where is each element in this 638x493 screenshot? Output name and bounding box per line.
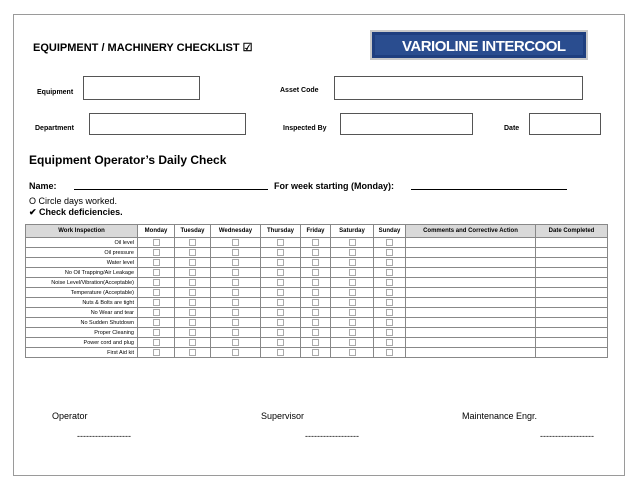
cell-wednesday [211,298,261,308]
row-label: Water level [26,258,138,268]
cell-tuesday [175,298,211,308]
cell-sunday [374,308,406,318]
table-row [26,348,608,358]
comments-cell[interactable] [406,278,536,288]
comments-cell[interactable] [406,338,536,348]
cell-tuesday [175,328,211,338]
friday-checkbox[interactable] [312,239,319,246]
cell-friday [301,348,331,358]
row-label: Noise Level/Vibration(Acceptable) [26,278,138,288]
cell-sunday [374,338,406,348]
thursday-checkbox[interactable] [277,279,284,286]
asset-code-label: Asset Code [280,87,319,94]
friday-checkbox[interactable] [312,249,319,256]
thursday-checkbox[interactable] [277,259,284,266]
cell-wednesday [211,308,261,318]
table-row [26,318,608,328]
cell-wednesday [211,338,261,348]
date-field[interactable] [529,113,601,135]
cell-monday [138,288,175,298]
friday-checkbox[interactable] [312,329,319,336]
cell-monday [138,258,175,268]
cell-wednesday [211,278,261,288]
date-completed-cell[interactable] [536,278,608,288]
friday-checkbox[interactable] [312,269,319,276]
section-title: Equipment Operator’s Daily Check [29,153,227,167]
col-tuesday: Tuesday [175,225,211,238]
cell-thursday [261,278,301,288]
date-completed-cell[interactable] [536,338,608,348]
cell-wednesday [211,288,261,298]
cell-monday [138,268,175,278]
wednesday-checkbox[interactable] [232,339,239,346]
monday-checkbox[interactable] [153,259,160,266]
wednesday-checkbox[interactable] [232,319,239,326]
monday-checkbox[interactable] [153,279,160,286]
table-row [26,268,608,278]
cell-monday [138,308,175,318]
cell-thursday [261,248,301,258]
cell-friday [301,338,331,348]
tuesday-checkbox[interactable] [189,269,196,276]
date-completed-cell[interactable] [536,318,608,328]
operator-label: Operator [52,411,88,421]
cell-wednesday [211,238,261,248]
sunday-checkbox[interactable] [386,249,393,256]
cell-tuesday [175,248,211,258]
comments-cell[interactable] [406,248,536,258]
comments-cell[interactable] [406,298,536,308]
thursday-checkbox[interactable] [277,269,284,276]
cell-friday [301,238,331,248]
cell-thursday [261,328,301,338]
saturday-checkbox[interactable] [349,289,356,296]
tuesday-checkbox[interactable] [189,349,196,356]
cell-monday [138,278,175,288]
cell-friday [301,288,331,298]
col-comments: Comments and Corrective Action [406,225,536,238]
tuesday-checkbox[interactable] [189,249,196,256]
cell-friday [301,248,331,258]
cell-friday [301,278,331,288]
cell-wednesday [211,268,261,278]
friday-checkbox[interactable] [312,289,319,296]
sunday-checkbox[interactable] [386,239,393,246]
saturday-checkbox[interactable] [349,299,356,306]
logo-text: VARIOLINE INTERCOOL [402,38,566,55]
cell-sunday [374,278,406,288]
comments-cell[interactable] [406,258,536,268]
inspection-table [25,224,608,358]
cell-tuesday [175,278,211,288]
cell-saturday [331,268,374,278]
table-row [26,258,608,268]
row-label: Nuts & Bolts are tight [26,298,138,308]
friday-checkbox[interactable] [312,299,319,306]
wednesday-checkbox[interactable] [232,259,239,266]
monday-checkbox[interactable] [153,269,160,276]
cell-sunday [374,238,406,248]
date-label: Date [504,125,520,132]
date-completed-cell[interactable] [536,258,608,268]
sunday-checkbox[interactable] [386,269,393,276]
date-completed-cell[interactable] [536,238,608,248]
cell-wednesday [211,318,261,328]
row-label: First Aid kit [26,348,138,358]
tuesday-checkbox[interactable] [189,289,196,296]
sunday-checkbox[interactable] [386,309,393,316]
table-row [26,328,608,338]
comments-cell[interactable] [406,288,536,298]
comments-cell[interactable] [406,268,536,278]
friday-checkbox[interactable] [312,319,319,326]
cell-thursday [261,348,301,358]
cell-friday [301,318,331,328]
table-row [26,278,608,288]
comments-cell[interactable] [406,318,536,328]
name-line[interactable] [74,189,268,190]
col-sunday: Sunday [374,225,406,238]
maintenance-label: Maintenance Engr. [462,411,538,421]
cell-wednesday [211,328,261,338]
page-title: EQUIPMENT / MACHINERY CHECKLIST ☑ [33,42,253,54]
cell-thursday [261,288,301,298]
name-label: Name: [29,181,57,191]
table-row [26,338,608,348]
comments-cell[interactable] [406,348,536,358]
comments-cell[interactable] [406,238,536,248]
thursday-checkbox[interactable] [277,319,284,326]
cell-monday [138,338,175,348]
row-label: Oil pressure [26,248,138,258]
row-label: No Sudden Shutdown [26,318,138,328]
cell-saturday [331,258,374,268]
cell-tuesday [175,238,211,248]
sunday-checkbox[interactable] [386,319,393,326]
department-field[interactable] [89,113,246,135]
thursday-checkbox[interactable] [277,349,284,356]
comments-cell[interactable] [406,328,536,338]
cell-friday [301,298,331,308]
date-completed-cell[interactable] [536,348,608,358]
monday-checkbox[interactable] [153,329,160,336]
cell-wednesday [211,258,261,268]
cell-sunday [374,268,406,278]
thursday-checkbox[interactable] [277,309,284,316]
friday-checkbox[interactable] [312,339,319,346]
cell-saturday [331,328,374,338]
cell-tuesday [175,268,211,278]
tuesday-checkbox[interactable] [189,339,196,346]
table-header-row [26,225,608,238]
cell-friday [301,258,331,268]
cell-sunday [374,298,406,308]
cell-wednesday [211,348,261,358]
cell-tuesday [175,338,211,348]
monday-checkbox[interactable] [153,299,160,306]
thursday-checkbox[interactable] [277,329,284,336]
inspected-by-field[interactable] [340,113,473,135]
cell-friday [301,328,331,338]
col-date-completed: Date Completed [536,225,608,238]
check-deficiencies-note: ✔ Check deficiencies. [29,207,123,217]
cell-saturday [331,238,374,248]
monday-checkbox[interactable] [153,319,160,326]
cell-saturday [331,348,374,358]
table-row [26,248,608,258]
wednesday-checkbox[interactable] [232,249,239,256]
tuesday-checkbox[interactable] [189,309,196,316]
date-completed-cell[interactable] [536,308,608,318]
col-friday: Friday [301,225,331,238]
cell-thursday [261,338,301,348]
monday-checkbox[interactable] [153,339,160,346]
thursday-checkbox[interactable] [277,249,284,256]
tuesday-checkbox[interactable] [189,319,196,326]
week-label: For week starting (Monday): [274,181,395,191]
table-row [26,238,608,248]
saturday-checkbox[interactable] [349,239,356,246]
supervisor-signature-line[interactable]: ------------------ [305,431,359,441]
monday-checkbox[interactable] [153,289,160,296]
tuesday-checkbox[interactable] [189,299,196,306]
wednesday-checkbox[interactable] [232,239,239,246]
date-completed-cell[interactable] [536,268,608,278]
cell-thursday [261,308,301,318]
cell-saturday [331,288,374,298]
saturday-checkbox[interactable] [349,249,356,256]
cell-saturday [331,318,374,328]
cell-sunday [374,258,406,268]
cell-saturday [331,248,374,258]
thursday-checkbox[interactable] [277,239,284,246]
cell-monday [138,248,175,258]
col-work-inspection: Work Inspection [26,225,138,238]
cell-thursday [261,318,301,328]
asset-code-field[interactable] [334,76,583,100]
cell-wednesday [211,248,261,258]
sunday-checkbox[interactable] [386,279,393,286]
date-completed-cell[interactable] [536,248,608,258]
cell-sunday [374,328,406,338]
sunday-checkbox[interactable] [386,299,393,306]
cell-tuesday [175,308,211,318]
friday-checkbox[interactable] [312,349,319,356]
circle-days-note: O Circle days worked. [29,196,118,206]
row-label: Temperature (Acceptable) [26,288,138,298]
comments-cell[interactable] [406,308,536,318]
cell-tuesday [175,288,211,298]
sunday-checkbox[interactable] [386,349,393,356]
row-label: Proper Cleaning [26,328,138,338]
cell-monday [138,318,175,328]
department-label: Department [35,125,74,132]
wednesday-checkbox[interactable] [232,309,239,316]
saturday-checkbox[interactable] [349,319,356,326]
wednesday-checkbox[interactable] [232,279,239,286]
cell-monday [138,298,175,308]
row-label: No Oil Trapping/Air Leakage [26,268,138,278]
cell-sunday [374,318,406,328]
cell-saturday [331,278,374,288]
saturday-checkbox[interactable] [349,349,356,356]
cell-monday [138,238,175,248]
table-row [26,308,608,318]
friday-checkbox[interactable] [312,309,319,316]
saturday-checkbox[interactable] [349,329,356,336]
wednesday-checkbox[interactable] [232,329,239,336]
cell-friday [301,268,331,278]
tuesday-checkbox[interactable] [189,329,196,336]
sunday-checkbox[interactable] [386,259,393,266]
monday-checkbox[interactable] [153,349,160,356]
saturday-checkbox[interactable] [349,309,356,316]
wednesday-checkbox[interactable] [232,299,239,306]
monday-checkbox[interactable] [153,309,160,316]
cell-friday [301,308,331,318]
cell-sunday [374,288,406,298]
saturday-checkbox[interactable] [349,259,356,266]
monday-checkbox[interactable] [153,239,160,246]
maintenance-signature-line[interactable]: ------------------ [540,431,594,441]
tuesday-checkbox[interactable] [189,279,196,286]
friday-checkbox[interactable] [312,259,319,266]
col-thursday: Thursday [261,225,301,238]
cell-tuesday [175,258,211,268]
date-completed-cell[interactable] [536,298,608,308]
date-completed-cell[interactable] [536,288,608,298]
cell-saturday [331,298,374,308]
cell-saturday [331,338,374,348]
monday-checkbox[interactable] [153,249,160,256]
cell-thursday [261,238,301,248]
inspected-by-label: Inspected By [283,125,327,132]
sunday-checkbox[interactable] [386,289,393,296]
saturday-checkbox[interactable] [349,339,356,346]
wednesday-checkbox[interactable] [232,269,239,276]
cell-saturday [331,308,374,318]
week-line[interactable] [411,189,567,190]
wednesday-checkbox[interactable] [232,289,239,296]
tuesday-checkbox[interactable] [189,239,196,246]
cell-monday [138,348,175,358]
thursday-checkbox[interactable] [277,299,284,306]
saturday-checkbox[interactable] [349,269,356,276]
row-label: Power cord and plug [26,338,138,348]
table-row [26,298,608,308]
cell-thursday [261,268,301,278]
table-row [26,288,608,298]
sunday-checkbox[interactable] [386,329,393,336]
saturday-checkbox[interactable] [349,279,356,286]
friday-checkbox[interactable] [312,279,319,286]
cell-sunday [374,348,406,358]
row-label: No Wear and tear [26,308,138,318]
cell-thursday [261,298,301,308]
date-completed-cell[interactable] [536,328,608,338]
equipment-field[interactable] [83,76,200,100]
supervisor-label: Supervisor [261,411,305,421]
cell-thursday [261,258,301,268]
row-label: Oil level [26,238,138,248]
sunday-checkbox[interactable] [386,339,393,346]
brand-logo [370,30,588,60]
cell-tuesday [175,318,211,328]
operator-signature-line[interactable]: ------------------ [77,431,131,441]
cell-tuesday [175,348,211,358]
cell-monday [138,328,175,338]
tuesday-checkbox[interactable] [189,259,196,266]
col-wednesday: Wednesday [211,225,261,238]
col-monday: Monday [138,225,175,238]
wednesday-checkbox[interactable] [232,349,239,356]
cell-sunday [374,248,406,258]
equipment-label: Equipment [37,89,74,96]
thursday-checkbox[interactable] [277,339,284,346]
col-saturday: Saturday [331,225,374,238]
thursday-checkbox[interactable] [277,289,284,296]
